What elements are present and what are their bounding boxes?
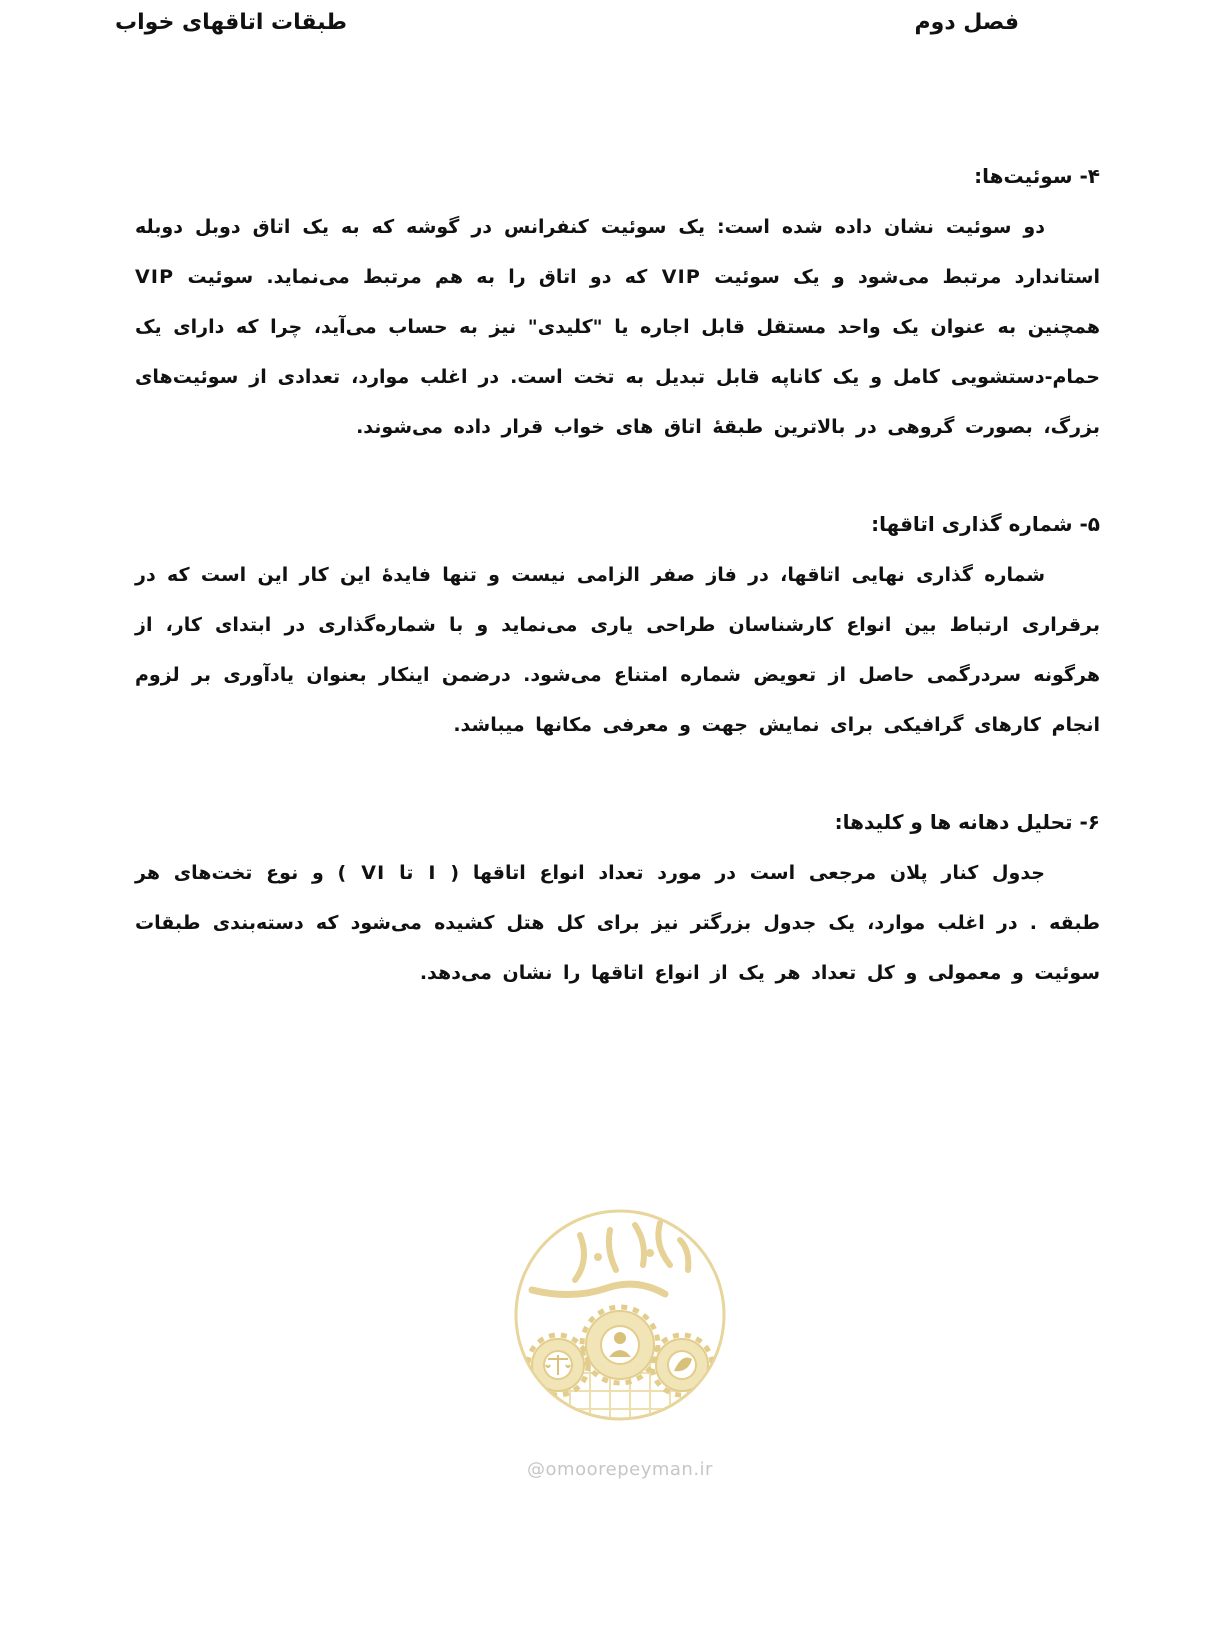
section-room-numbering xyxy=(135,508,1100,750)
section-paragraph: جدول کنار پلان مرجعی است در مورد تعداد انواع اتاقها ( I تا VI ) و نوع تخت‌های هر طبقه . در اغلب موارد، یک جدول بزرگتر نیز برای کل هتل کشیده می‌شود که دسته‌بندی طبقات سوئیت و معمولی و کل تعداد هر یک از انواع اتاقها را نشان می‌دهد. xyxy=(135,862,1100,984)
document-body xyxy=(135,160,1100,1054)
section-heading: ۵- شماره گذاری اتاقها: xyxy=(871,512,1100,536)
publisher-logo xyxy=(510,1195,730,1495)
section-paragraph: دو سوئیت نشان داده شده است: یک سوئیت کنفرانس در گوشه که به یک اتاق دوبل دوبله استاندارد مرتبط می‌شود و یک سوئیت VIP که دو اتاق را به هم مرتبط می‌نماید. سوئیت VIP همچنین به عنوان یک واحد مستقل قابل اجاره یا "کلیدی" نیز به حساب می‌آید، چرا که دارای یک حمام-دستشویی کامل و یک کاناپه قابل تبدیل به تخت است. در اغلب موارد، تعدادی از سوئیت‌های بزرگ، بصورت گروهی در بالاترین طبقهٔ اتاق های خواب قرار داده می‌شوند. xyxy=(135,216,1100,438)
page-running-title: طبقات اتاقهای خواب xyxy=(115,10,347,35)
section-heading: ۴- سوئیت‌ها: xyxy=(974,164,1100,188)
watermark-handle: @omoorepeyman.ir xyxy=(527,1459,713,1480)
section-heading: ۶- تحلیل دهانه ها و کلیدها: xyxy=(834,810,1100,834)
chapter-label: فصل دوم xyxy=(914,10,1019,35)
section-bays-and-keys xyxy=(135,806,1100,998)
omoorepeyman-logo-icon xyxy=(510,1195,730,1445)
section-suites xyxy=(135,160,1100,452)
section-paragraph: شماره گذاری نهایی اتاقها، در فاز صفر الزامی نیست و تنها فایدهٔ این کار این است که در برقراری ارتباط بین انواع کارشناسان طراحی یاری می‌نماید و با شماره‌گذاری در ابتدای کار، از هرگونه سردرگمی حاصل از تعویض شماره امتناع می‌شود. درضمن اینکار بعنوان یادآوری بر لزوم انجام کارهای گرافیکی برای نمایش جهت و معرفی مکانها میباشد. xyxy=(135,564,1100,736)
